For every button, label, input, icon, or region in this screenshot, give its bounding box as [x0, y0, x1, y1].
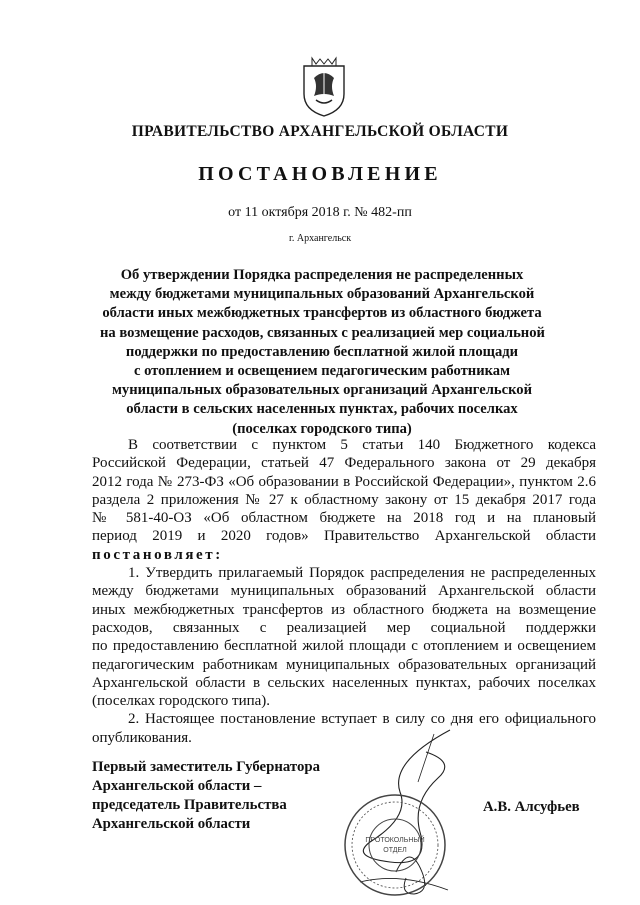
item-1-line: педагогическим работникам муниципальных образовательных организаций: [92, 656, 596, 673]
government-name: ПРАВИТЕЛЬСТВО АРХАНГЕЛЬСКОЙ ОБЛАСТИ: [131, 123, 509, 140]
position-line: Архангельской области –: [92, 778, 262, 794]
position-line: председатель Правительства: [92, 797, 287, 813]
item-1: [92, 564, 596, 710]
svg-text:ПРОТОКОЛЬНЫЙ: ПРОТОКОЛЬНЫЙ: [365, 837, 425, 844]
title-line: области иных межбюджетных трансфертов из областного бюджета: [102, 305, 542, 322]
official-stamp: [340, 790, 450, 900]
date-number: от 11 октября 2018 г. № 482-пп: [228, 205, 412, 220]
preamble-line: В соответствии с пунктом 5 статьи 140 Бюджетного кодекса: [128, 437, 596, 453]
document-type: ПОСТАНОВЛЕНИЕ: [198, 163, 442, 185]
preamble-line: № 581-40-ОЗ «Об областном бюджете на 2018 год и на плановый: [92, 510, 596, 527]
item-2-line: опубликования.: [92, 729, 192, 746]
item-1-line: по предоставлению бесплатной жилой площади с отоплением и освещением: [92, 638, 596, 655]
svg-text:ОТДЕЛ: ОТДЕЛ: [383, 847, 407, 854]
preamble-line: раздела 2 приложения № 27 к областному закону от 15 декабря 2017 года: [92, 491, 596, 508]
resolves-word: постановляет:: [92, 546, 223, 563]
title-line: муниципальных образовательных организаций Архангельской: [111, 382, 533, 399]
coat-of-arms-emblem: [300, 56, 348, 118]
item-2-line: 2. Настоящее постановление вступает в силу со дня его официального: [128, 711, 596, 728]
title-line: (поселках городского типа): [232, 420, 412, 437]
signatory-name: А.В. Алсуфьев: [483, 799, 580, 815]
document-title: [100, 266, 544, 439]
item-1-line: Архангельской области в сельских населенных пунктах, рабочих поселках: [92, 674, 596, 691]
item-1-line: иных межбюджетных трансфертов из областного бюджета на возмещение: [92, 601, 596, 618]
signatory-position: [92, 758, 320, 834]
item-1-line: между бюджетами муниципальных образований Архангельской области: [92, 583, 596, 600]
position-line: Первый заместитель Губернатора: [92, 759, 320, 775]
document-body: [92, 436, 596, 747]
title-line: между бюджетами муниципальных образований Архангельской: [109, 286, 535, 303]
preamble-line: 2012 года № 273-ФЗ «Об образовании в Российской Федерации», пунктом 2.6: [92, 473, 596, 490]
title-line: области в сельских населенных пунктах, рабочих поселках: [126, 401, 518, 418]
preamble-line: период 2019 и 2020 годов» Правительство Архангельской области: [92, 528, 596, 545]
speck: [424, 884, 426, 886]
title-line: Об утверждении Порядка распределения не распределенных: [120, 267, 524, 283]
position-line: Архангельской области: [92, 816, 251, 832]
preamble: [92, 436, 596, 564]
item-1-line: (поселках городского типа).: [92, 693, 271, 710]
title-line: поддержки по предоставлению бесплатной жилой площади: [125, 343, 519, 360]
title-line: на возмещение расходов, связанных с реализацией мер социальной: [100, 324, 545, 341]
item-1-line: 1. Утвердить прилагаемый Порядок распределения не распределенных: [128, 565, 596, 582]
item-1-line: расходов, связанных с реализацией мер социальной поддержки: [92, 619, 596, 636]
title-line: с отоплением и освещением педагогическим работникам: [133, 363, 511, 380]
city: г. Архангельск: [288, 233, 352, 244]
preamble-line: Российской Федерации, статьей 47 Федерального закона от 29 декабря: [92, 455, 596, 472]
